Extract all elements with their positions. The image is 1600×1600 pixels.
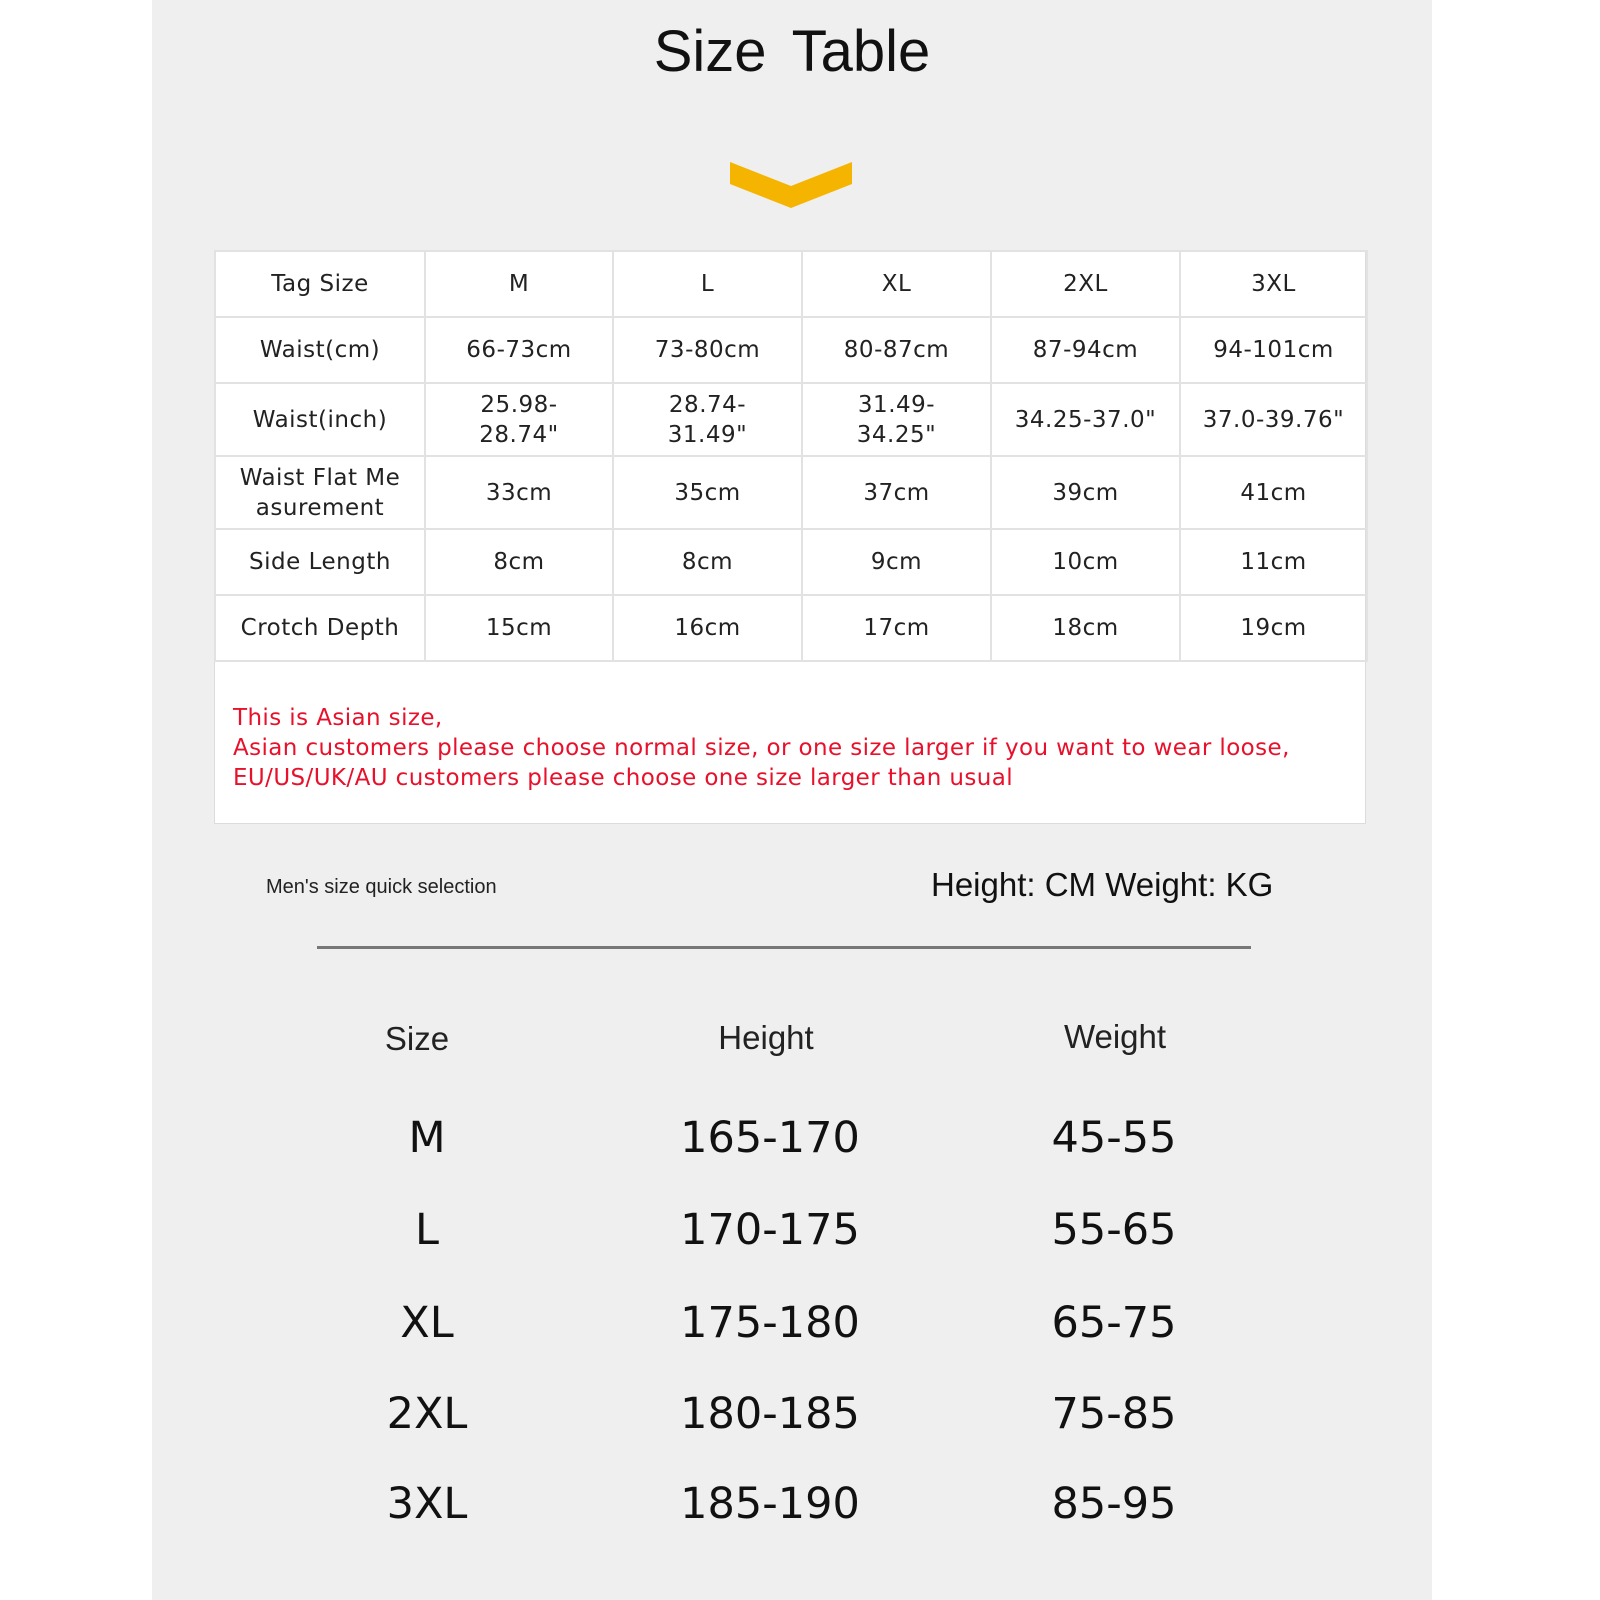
header-weight: Weight <box>1063 1018 1167 1055</box>
note-line-1: This is Asian size, <box>233 705 443 731</box>
table-cell: L <box>613 251 802 317</box>
table-cell: 37.0-39.76" <box>1180 383 1367 456</box>
table-cell: 17cm <box>802 595 991 661</box>
quick-size-cell: M <box>408 1113 446 1163</box>
chevron-down-icon <box>730 158 852 208</box>
table-cell: 35cm <box>613 456 802 529</box>
quick-size-cell: L <box>415 1205 439 1255</box>
table-cell: 11cm <box>1180 529 1367 595</box>
quick-size-cell: XL <box>400 1298 454 1348</box>
table-cell: 31.49- 34.25" <box>802 383 991 456</box>
table-cell: XL <box>802 251 991 317</box>
table-cell: 34.25-37.0" <box>991 383 1180 456</box>
table-cell: 8cm <box>613 529 802 595</box>
table-cell: 19cm <box>1180 595 1367 661</box>
divider <box>317 946 1251 949</box>
note-line-3: EU/US/UK/AU customers please choose one size larger than usual <box>233 765 1014 791</box>
row-label-cell: Crotch Depth <box>215 595 425 661</box>
size-table <box>214 250 1368 662</box>
header-height: Height <box>718 1019 814 1056</box>
quick-size-cell: 3XL <box>386 1479 468 1529</box>
quick-weight-cell: 65-75 <box>1051 1298 1177 1348</box>
table-cell: 33cm <box>425 456 613 529</box>
size-table-card <box>214 250 1366 824</box>
row-label-cell: Waist(inch) <box>215 383 425 456</box>
units-label: Height: CM Weight: KG <box>931 866 1274 903</box>
table-cell: 9cm <box>802 529 991 595</box>
row-label-cell: Waist Flat Me asurement <box>215 456 425 529</box>
table-row <box>215 595 1367 661</box>
table-cell: 16cm <box>613 595 802 661</box>
size-note <box>233 703 1353 793</box>
table-row <box>215 317 1367 383</box>
table-cell: 94-101cm <box>1180 317 1367 383</box>
table-cell: M <box>425 251 613 317</box>
table-cell: 37cm <box>802 456 991 529</box>
quick-height-cell: 170-175 <box>680 1205 860 1255</box>
quick-height-cell: 165-170 <box>680 1113 860 1163</box>
table-row <box>215 251 1367 317</box>
table-cell: 66-73cm <box>425 317 613 383</box>
quick-weight-cell: 45-55 <box>1051 1113 1177 1163</box>
quick-height-cell: 175-180 <box>680 1298 860 1348</box>
quick-weight-cell: 55-65 <box>1051 1205 1177 1255</box>
table-cell: 10cm <box>991 529 1180 595</box>
quick-size-cell: 2XL <box>386 1389 468 1439</box>
row-label-cell: Tag Size <box>215 251 425 317</box>
table-row <box>215 456 1367 529</box>
table-cell: 3XL <box>1180 251 1367 317</box>
table-cell: 73-80cm <box>613 317 802 383</box>
table-cell: 25.98- 28.74" <box>425 383 613 456</box>
quick-weight-cell: 85-95 <box>1051 1479 1177 1529</box>
table-row <box>215 383 1367 456</box>
table-cell: 15cm <box>425 595 613 661</box>
row-label-cell: Waist(cm) <box>215 317 425 383</box>
table-cell: 87-94cm <box>991 317 1180 383</box>
table-cell: 2XL <box>991 251 1180 317</box>
table-cell: 80-87cm <box>802 317 991 383</box>
page-title: Size Table <box>653 19 931 84</box>
row-label-cell: Side Length <box>215 529 425 595</box>
table-cell: 39cm <box>991 456 1180 529</box>
quick-selection-label: Men's size quick selection <box>266 876 497 898</box>
quick-height-cell: 185-190 <box>680 1479 860 1529</box>
quick-height-cell: 180-185 <box>680 1389 860 1439</box>
table-cell: 28.74- 31.49" <box>613 383 802 456</box>
table-cell: 8cm <box>425 529 613 595</box>
size-chart-panel <box>152 0 1432 1600</box>
table-row <box>215 529 1367 595</box>
table-cell: 18cm <box>991 595 1180 661</box>
table-cell: 41cm <box>1180 456 1367 529</box>
note-line-2: Asian customers please choose normal size, or one size larger if you want to wear loose, <box>233 735 1290 761</box>
header-size: Size <box>384 1020 450 1057</box>
quick-weight-cell: 75-85 <box>1051 1389 1177 1439</box>
